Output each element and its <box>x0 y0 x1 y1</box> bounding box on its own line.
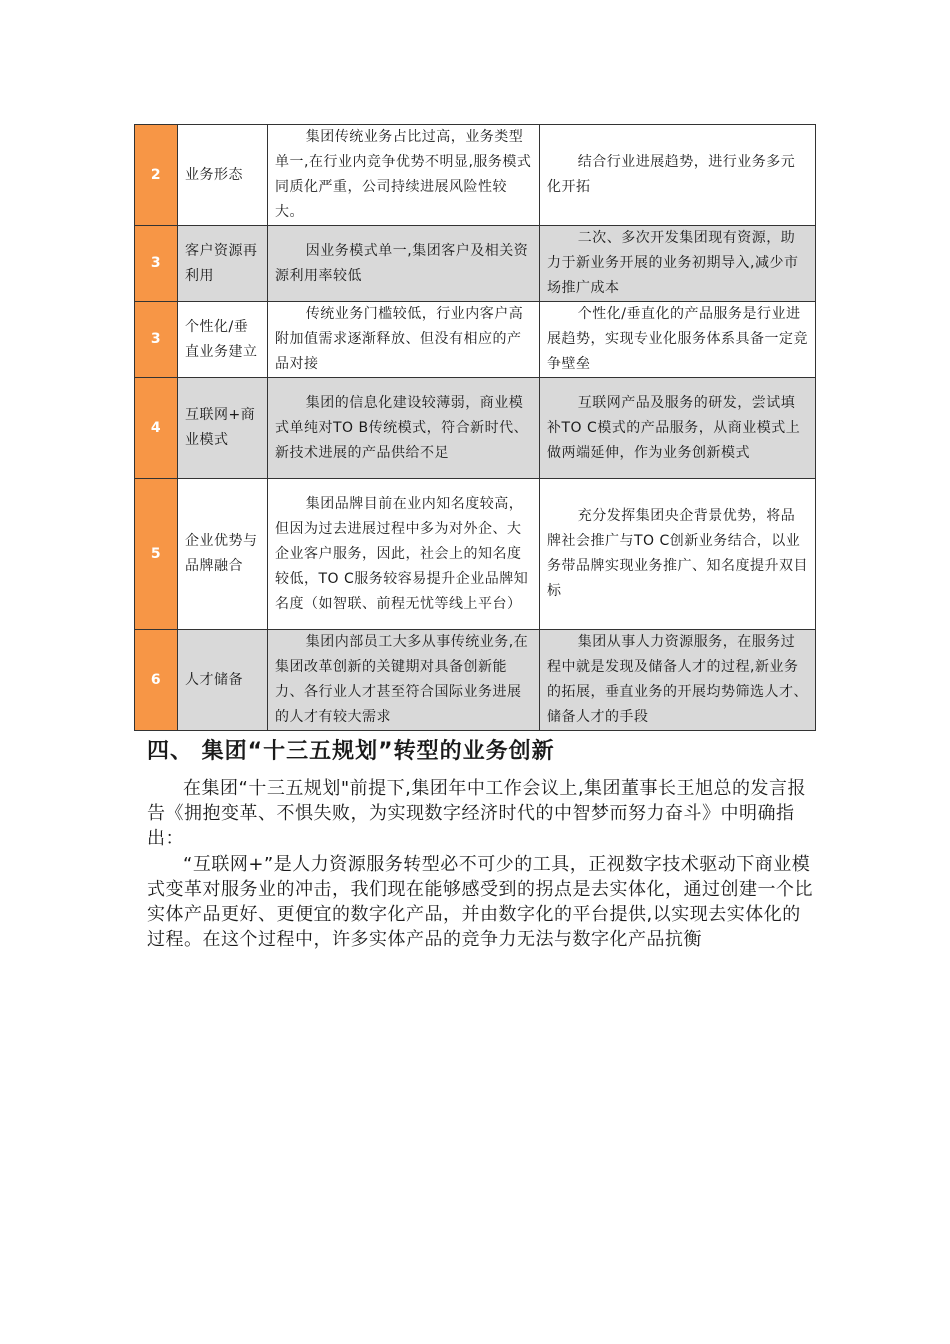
row-solution: 结合行业进展趋势，进行业务多元化开拓 <box>540 125 816 226</box>
row-problem: 集团品牌目前在业内知名度较高，但因为过去进展过程中多为对外企、大企业客户服务，因此，社会上的知名度较低，TO C服务较容易提升企业品牌知名度（如智联、前程无忧等线上平台） <box>268 479 540 630</box>
row-label: 互联网+商业模式 <box>178 378 268 479</box>
body-paragraph: 在集团“十三五规划"前提下,集团年中工作会议上,集团董事长王旭总的发言报告《拥抱变革、不惧失败，为实现数字经济时代的中智梦而努力奋斗》中明确指出： <box>147 778 807 849</box>
row-number: 2 <box>135 125 178 226</box>
row-solution: 个性化/垂直化的产品服务是行业进展趋势，实现专业化服务体系具备一定竞争壁垒 <box>540 302 816 378</box>
row-solution: 互联网产品及服务的研发，尝试填补TO C模式的产品服务，从商业模式上做两端延伸，作为业务创新模式 <box>540 378 816 479</box>
row-number: 3 <box>135 226 178 302</box>
table-row <box>135 226 816 302</box>
row-solution: 二次、多次开发集团现有资源，助力于新业务开展的业务初期导入,减少市场推广成本 <box>540 226 816 302</box>
row-label: 人才储备 <box>178 630 268 731</box>
row-number: 3 <box>135 302 178 378</box>
row-problem: 集团内部员工大多从事传统业务,在集团改革创新的关键期对具备创新能力、各行业人才甚至符合国际业务进展的人才有较大需求 <box>268 630 540 731</box>
row-problem: 集团的信息化建设较薄弱，商业模式单纯对TO B传统模式，符合新时代、新技术进展的产品供给不足 <box>268 378 540 479</box>
row-solution: 集团从事人力资源服务，在服务过程中就是发现及储备人才的过程,新业务的拓展，垂直业务的开展均势筛选人才、储备人才的手段 <box>540 630 816 731</box>
row-label: 个性化/垂直业务建立 <box>178 302 268 378</box>
row-problem: 因业务模式单一,集团客户及相关资源利用率较低 <box>268 226 540 302</box>
row-number: 6 <box>135 630 178 731</box>
body-paragraph: “互联网+”是人力资源服务转型必不可少的工具，正视数字技术驱动下商业模式变革对服务业的冲击，我们现在能够感受到的拐点是去实体化，通过创建一个比实体产品更好、更便宜的数字化产品，并由数字化的平台提供,以实现去实体化的过程。在这个过程中，许多实体产品的竞争力无法与数字化产品抗衡 <box>147 854 813 950</box>
business-problem-table <box>134 124 816 731</box>
row-label: 企业优势与品牌融合 <box>178 479 268 630</box>
table-row <box>135 479 816 630</box>
row-number: 4 <box>135 378 178 479</box>
row-label: 业务形态 <box>178 125 268 226</box>
table-row <box>135 630 816 731</box>
row-problem: 集团传统业务占比过高，业务类型单一,在行业内竞争优势不明显,服务模式同质化严重，公司持续进展风险性较大。 <box>268 125 540 226</box>
row-solution: 充分发挥集团央企背景优势，将品牌社会推广与TO C创新业务结合，以业务带品牌实现业务推广、知名度提升双目标 <box>540 479 816 630</box>
row-label: 客户资源再利用 <box>178 226 268 302</box>
table-row <box>135 125 816 226</box>
table-row <box>135 302 816 378</box>
row-problem: 传统业务门槛较低，行业内客户高附加值需求逐渐释放、但没有相应的产品对接 <box>268 302 540 378</box>
row-number: 5 <box>135 479 178 630</box>
section-heading: 四、 集团“十三五规划”转型的业务创新 <box>147 739 555 764</box>
table-row <box>135 378 816 479</box>
